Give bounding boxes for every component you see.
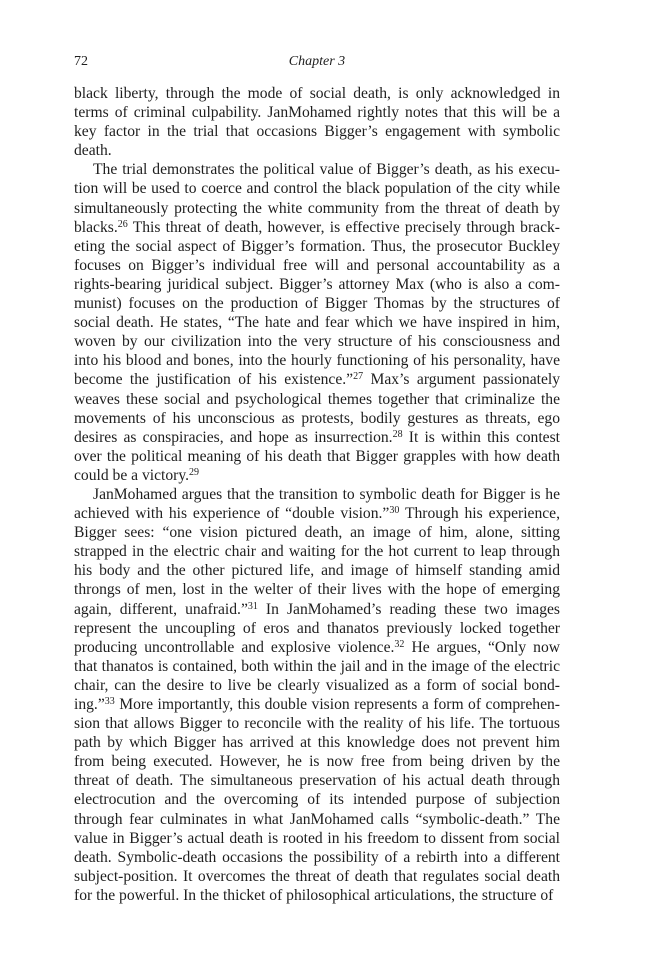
text-run: JanMohamed argues that the transition to symbolic death for Bigger is he achieved with his experience of “double vision.” [74, 485, 560, 523]
running-head: Chapter 3 [288, 54, 346, 69]
page-header [74, 53, 560, 71]
footnote-marker: 33 [104, 696, 115, 707]
text-run: In JanMohamed’s reading these two images represent the uncoupling of eros and thanatos previously locked together producing uncontrollable and explosive violence. [74, 600, 560, 656]
footnote-marker: 26 [117, 218, 128, 230]
text-run: He argues, “Only now that thanatos is contained, both within the jail and in the image of the electric chair, can the desire to live be clearly visualized as a form of social bond-ing.” [74, 638, 560, 713]
paragraph [74, 485, 560, 905]
paragraph [74, 84, 560, 160]
text-run: It is within this contest over the political meaning of his death that Bigger grapples with how death could be a victory. [74, 428, 560, 484]
page-number: 72 [74, 54, 88, 69]
text-run: Max’s argument passionately weaves these social and psychological themes together that criminalize the movements of his unconscious as protests, bodily gestures as threats, ego desires as conspiracies, and hope as insurrection. [74, 371, 560, 446]
text-run: This threat of death, however, is effective precisely through brack-eting the social aspect of Bigger’s formation. Thus, the prosecutor Buckley focuses on Bigger’s individual free will and personal accountability as a rights-bearing juridical subject. Bigger’s attorney Max (who is also a com-munist) focuses on the production of Bigger Thomas by the structures of social death. He states, “The hate and fear which we have inspired in him, woven by our civilization into the very structure of his consciousness and into his blood and bones, into the hourly functioning of his personality, have become the justification of his existence.” [74, 218, 560, 389]
footnote-marker: 29 [189, 466, 200, 478]
text-run: More importantly, this double vision represents a form of comprehen-sion that allows Bigger to reconcile with the reality of his life. The tortuous path by which Bigger has arrived at this knowledge does not prevent him from being executed. However, he is now free from being driven by the threat of death. The simultaneous preservation of his actual death through electrocution and the overcoming of its intended purpose of subjection through fear culminates in what JanMohamed calls “symbolic-death.” The value in Bigger’s actual death is rooted in his freedom to dissent from social death. Symbolic-death occasions the possibility of a rebirth into a different subject-position. It overcomes the threat of death that regulates social death for the powerful. In the thicket of philosophical articulations, the structure of [74, 696, 560, 904]
footnote-marker: 32 [394, 638, 405, 650]
text-run: The trial demonstrates the political value of Bigger’s death, as his execu-tion will be used to coerce and control the black population of the city while simultaneously protecting the white community from the threat of death by blacks. [74, 161, 560, 236]
paragraph [74, 160, 560, 485]
footnote-marker: 27 [353, 371, 364, 383]
body-text [74, 84, 560, 905]
text-run: Through his experience, Bigger sees: “one vision pictured death, an image of him, alone, sitting strapped in the electric chair and waiting for the hot current to leap through his body and the other pictured life, and image of himself standing amid throngs of men, lost in the welter of their lives with the hope of emerging again, different, unafraid.” [74, 505, 560, 618]
text-run: black liberty, through the mode of social death, is only acknowledged in terms of criminal culpability. JanMohamed rightly notes that this will be a key factor in the trial that occasions Bigger’s engagement with symbolic death. [74, 85, 560, 160]
footnote-marker: 31 [247, 600, 258, 612]
footnote-marker: 28 [392, 428, 403, 440]
footnote-marker: 30 [389, 505, 400, 517]
